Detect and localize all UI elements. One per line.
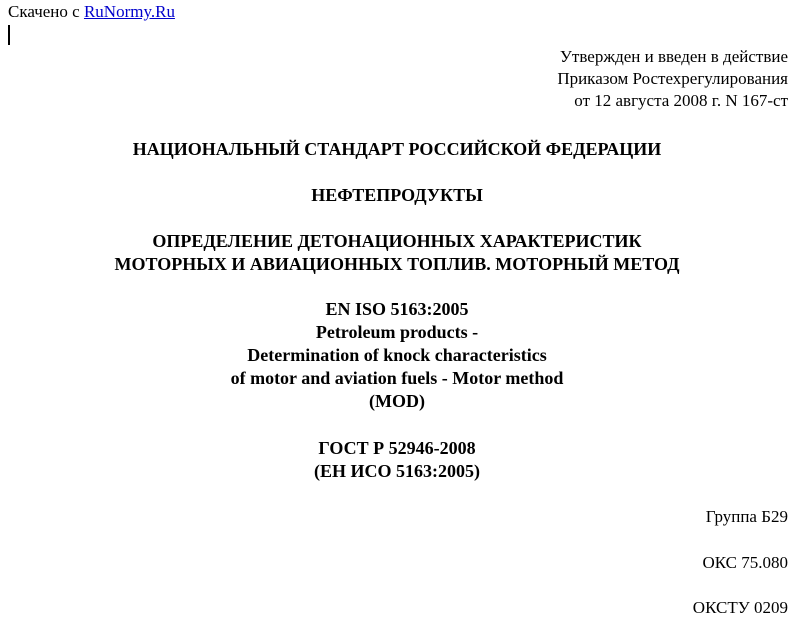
group-code-text: Группа Б29	[705, 507, 788, 526]
russian-title	[0, 230, 794, 276]
runormy-link[interactable]: RuNormy.Ru	[83, 2, 175, 21]
russian-title-line-1: ОПРЕДЕЛЕНИЕ ДЕТОНАЦИОННЫХ ХАРАКТЕРИСТИК	[152, 231, 642, 251]
english-title	[0, 298, 794, 413]
approval-line-2: Приказом Ростехрегулирования	[557, 69, 788, 88]
english-title-line-4: of motor and aviation fuels - Motor method	[230, 368, 564, 388]
download-prefix: Скачено с	[8, 2, 80, 21]
approval-line-1: Утвержден и введен в действие	[559, 47, 788, 66]
group-code	[706, 506, 788, 528]
approval-block	[557, 46, 788, 112]
english-title-line-1: EN ISO 5163:2005	[325, 299, 469, 319]
english-title-line-2: Petroleum products -	[315, 322, 479, 342]
okstu-code-text: ОКСТУ 0209	[692, 598, 788, 617]
gost-designation	[0, 437, 794, 483]
gost-designation-line-1: ГОСТ Р 52946-2008	[318, 438, 476, 458]
english-title-line-5: (MOD)	[369, 391, 425, 411]
subject-text: НЕФТЕПРОДУКТЫ	[311, 185, 483, 205]
okstu-code	[693, 597, 788, 619]
gost-designation-line-2: (ЕН ИСО 5163:2005)	[314, 461, 480, 481]
approval-line-3: от 12 августа 2008 г. N 167-ст	[574, 91, 788, 110]
national-standard-heading	[0, 138, 794, 161]
oks-code	[702, 552, 788, 574]
english-title-line-3: Determination of knock characteristics	[247, 345, 547, 365]
text-cursor	[8, 25, 10, 45]
russian-title-line-2: МОТОРНЫХ И АВИАЦИОННЫХ ТОПЛИВ. МОТОРНЫЙ МЕТОД	[114, 254, 680, 274]
national-standard-text: НАЦИОНАЛЬНЫЙ СТАНДАРТ РОССИЙСКОЙ ФЕДЕРАЦИИ	[132, 139, 662, 159]
subject-heading	[0, 184, 794, 207]
download-source-line	[8, 2, 175, 22]
oks-code-text: ОКС 75.080	[702, 553, 788, 572]
